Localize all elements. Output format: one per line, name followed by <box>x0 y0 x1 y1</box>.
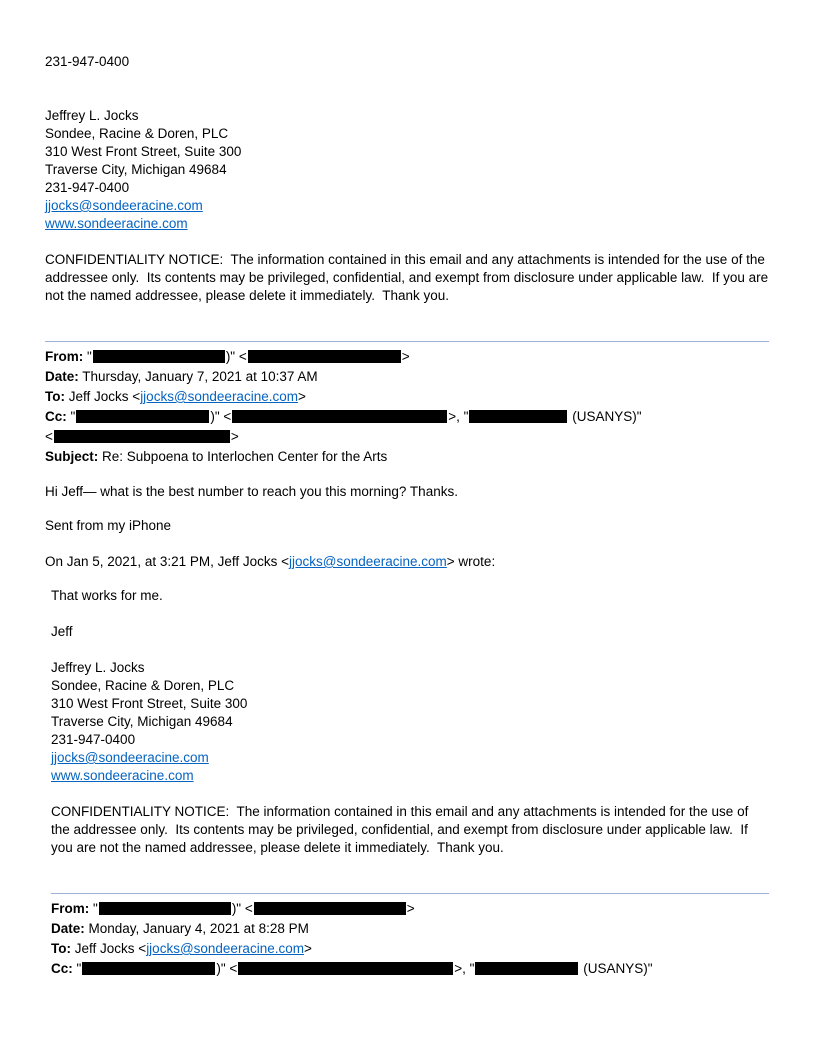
redaction-bar <box>76 410 209 423</box>
date-label: Date: <box>51 921 85 936</box>
redaction-bar <box>475 962 578 975</box>
redaction-bar <box>254 902 406 915</box>
signature-firm: Sondee, Racine & Doren, PLC <box>45 126 229 141</box>
date-value: Thursday, January 7, 2021 at 10:37 AM <box>82 369 318 384</box>
to-email-link[interactable]: jjocks@sondeeracine.com <box>146 941 304 956</box>
quoted-message <box>51 587 769 979</box>
signature-website-link[interactable]: www.sondeeracine.com <box>51 768 194 783</box>
subject-label: Subject: <box>45 449 99 464</box>
redaction-bar <box>54 430 230 443</box>
from-line: From: " )" < > <box>51 901 415 916</box>
signature-city: Traverse City, Michigan 49684 <box>45 162 227 177</box>
cc-line: Cc: " )" < >, " (USANYS)" <box>51 961 653 976</box>
signature-phone: 231-947-0400 <box>45 180 130 195</box>
cc-label: Cc: <box>51 961 73 976</box>
date-value: Monday, January 4, 2021 at 8:28 PM <box>88 921 309 936</box>
signature-city: Traverse City, Michigan 49684 <box>51 714 233 729</box>
from-line: From: " )" < > <box>45 349 410 364</box>
quoted-reply-line2: Jeff <box>51 624 73 639</box>
redaction-bar <box>99 902 231 915</box>
to-label: To: <box>51 941 71 956</box>
from-label: From: <box>51 901 90 916</box>
to-line: To: Jeff Jocks <jjocks@sondeeracine.com> <box>51 941 312 956</box>
signature-block <box>45 107 769 233</box>
cc-label: Cc: <box>45 409 67 424</box>
redaction-bar <box>82 962 215 975</box>
signature-email-link[interactable]: jjocks@sondeeracine.com <box>45 198 203 213</box>
quoted-confidentiality-notice: CONFIDENTIALITY NOTICE: The information contained in this email and any attachments is intended for the use of the addressee only. Its contents may be privileged, confidential, and exempt from disclosure under applicable law. If you are not the named addressee, please delete it immediately. Thank you. <box>51 804 753 855</box>
signature-website-link[interactable]: www.sondeeracine.com <box>45 216 188 231</box>
redaction-bar <box>232 410 447 423</box>
cc-line: Cc: " )" < >, " (USANYS)" <box>45 409 642 424</box>
quoted-reply-line1: That works for me. <box>51 588 163 603</box>
signature-street: 310 West Front Street, Suite 300 <box>45 144 242 159</box>
cc-continuation-line: < > <box>45 429 239 444</box>
to-email-link[interactable]: jjocks@sondeeracine.com <box>140 389 298 404</box>
signature-name: Jeffrey L. Jocks <box>51 660 145 675</box>
from-label: From: <box>45 349 84 364</box>
signature-street: 310 West Front Street, Suite 300 <box>51 696 248 711</box>
signature-firm: Sondee, Racine & Doren, PLC <box>51 678 235 693</box>
subject-value: Re: Subpoena to Interlochen Center for the Arts <box>102 449 388 464</box>
signature-email-link[interactable]: jjocks@sondeeracine.com <box>51 750 209 765</box>
sent-from-iphone: Sent from my iPhone <box>45 518 172 533</box>
redaction-bar <box>469 410 567 423</box>
signature-name: Jeffrey L. Jocks <box>45 108 139 123</box>
to-value: Jeff Jocks < <box>68 389 141 404</box>
redaction-bar <box>248 350 401 363</box>
message-body: Hi Jeff— what is the best number to reach you this morning? Thanks. <box>45 484 458 499</box>
quoted-message-intro: On Jan 5, 2021, at 3:21 PM, Jeff Jocks <jjocks@sondeeracine.com> wrote: <box>45 554 496 569</box>
confidentiality-notice: CONFIDENTIALITY NOTICE: The information contained in this email and any attachments is intended for the use of the addressee only. Its contents may be privileged, confidential, and exempt from disclosure under applicable law. If you are not the named addressee, please delete it immediately. Thank you. <box>45 252 772 303</box>
subject-line <box>45 447 769 467</box>
redaction-bar <box>93 350 225 363</box>
to-label: To: <box>45 389 65 404</box>
email2-header <box>51 894 769 979</box>
to-line: To: Jeff Jocks <jjocks@sondeeracine.com> <box>45 389 306 404</box>
to-value: Jeff Jocks < <box>74 941 147 956</box>
top-phone: 231-947-0400 <box>45 54 130 69</box>
redaction-bar <box>238 962 453 975</box>
email1-header <box>45 342 769 467</box>
quote-intro-email-link[interactable]: jjocks@sondeeracine.com <box>289 554 447 569</box>
date-label: Date: <box>45 369 79 384</box>
date-line <box>45 367 769 387</box>
quoted-signature-block <box>51 659 769 785</box>
date-line <box>51 919 769 939</box>
signature-phone: 231-947-0400 <box>51 732 136 747</box>
